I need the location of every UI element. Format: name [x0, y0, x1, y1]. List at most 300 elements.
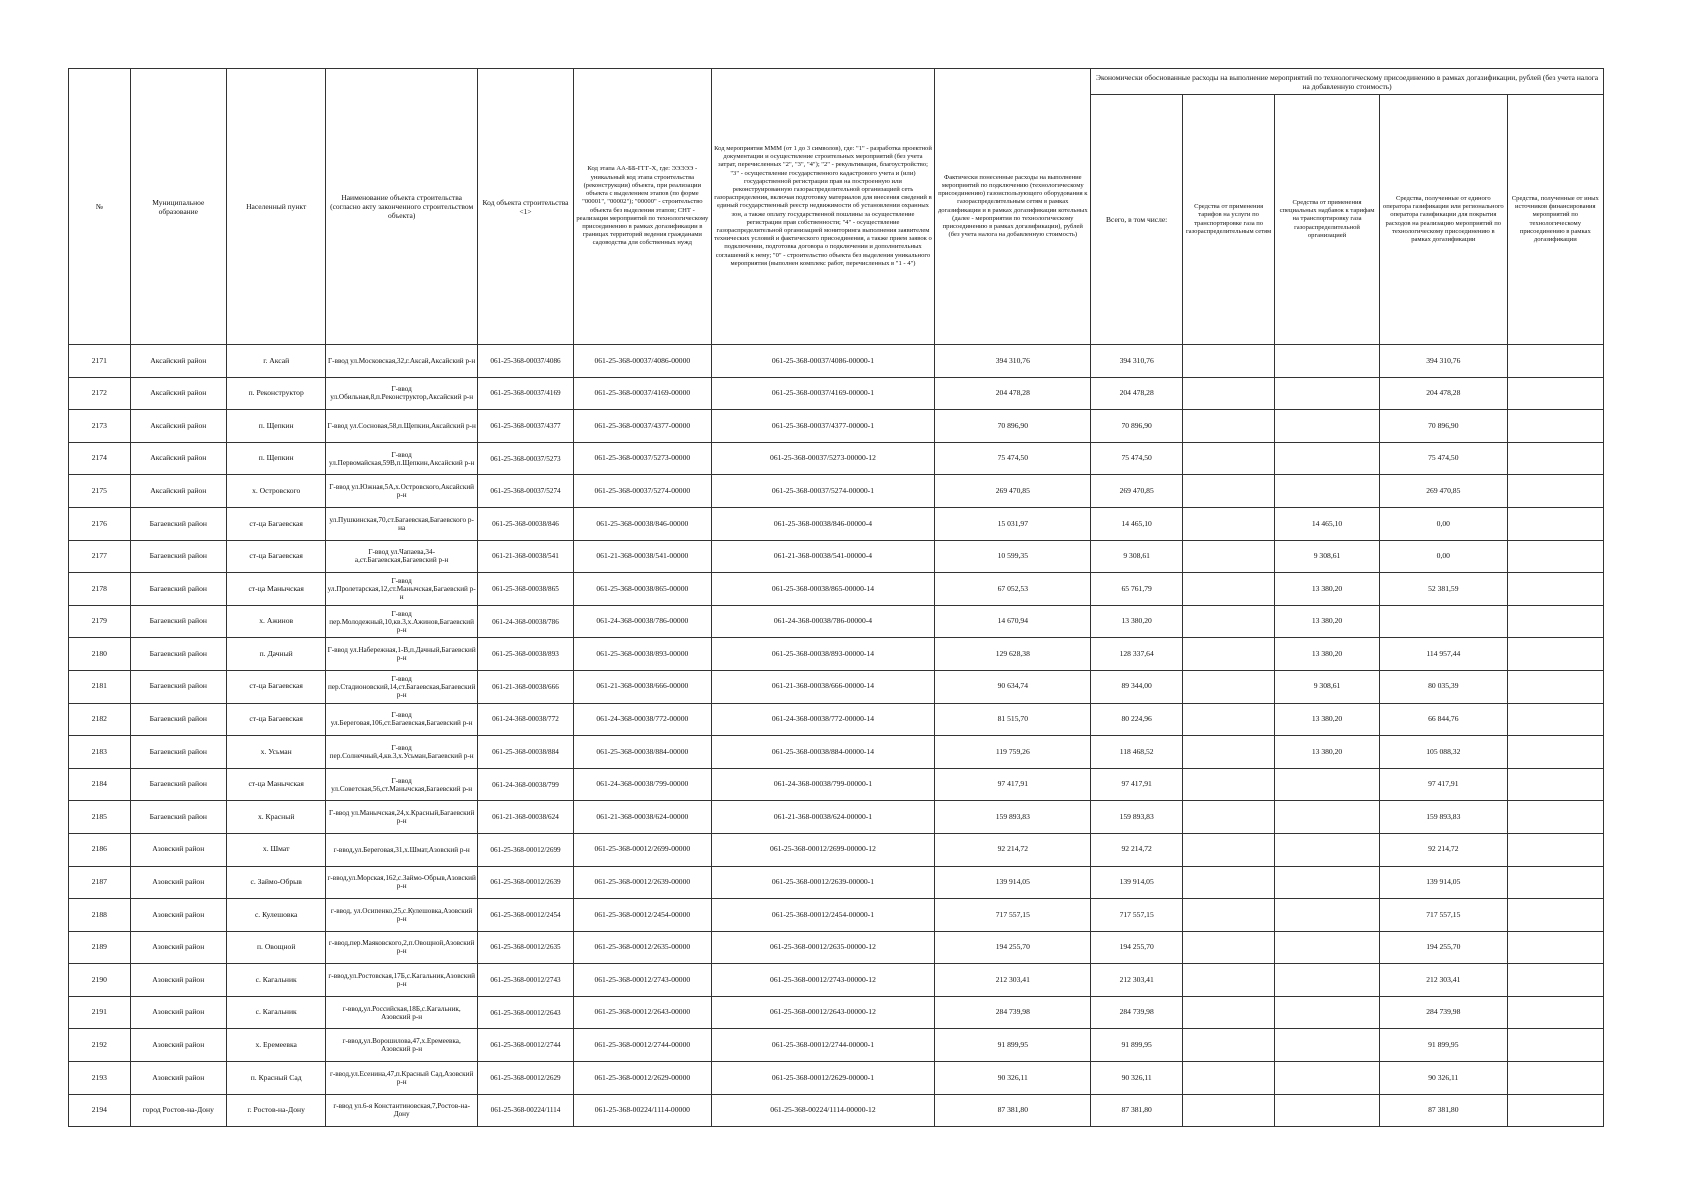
row-number: 2185	[69, 801, 131, 834]
settlement-cell: ст-ца Багаевская	[226, 540, 326, 573]
settlement-cell: ст-ца Манычская	[226, 768, 326, 801]
surcharges-cell	[1275, 899, 1380, 932]
settlement-cell: х. Островского	[226, 475, 326, 508]
table-row	[69, 377, 1604, 410]
actual-costs-cell: 194 255,70	[935, 931, 1091, 964]
operator-funds-cell: 212 303,41	[1379, 964, 1507, 997]
other-sources-cell	[1507, 736, 1603, 769]
actual-costs-cell: 139 914,05	[935, 866, 1091, 899]
activity-code-cell: 061-21-368-00038/666-00000-14	[711, 670, 935, 703]
table-row	[69, 1094, 1604, 1127]
municipality-cell: Азовский район	[130, 866, 226, 899]
row-number: 2174	[69, 442, 131, 475]
row-number: 2186	[69, 833, 131, 866]
surcharges-cell	[1275, 931, 1380, 964]
operator-funds-cell: 194 255,70	[1379, 931, 1507, 964]
tariffs-cell	[1183, 345, 1275, 378]
header-other-sources: Средства, полученные от иных источников финансирования мероприятий по технологическому присоединению в рамках догазификации	[1507, 95, 1603, 345]
other-sources-cell	[1507, 833, 1603, 866]
activity-code-cell: 061-24-368-00038/799-00000-1	[711, 768, 935, 801]
tariffs-cell	[1183, 703, 1275, 736]
stage-code-cell: 061-25-368-00012/2639-00000	[574, 866, 711, 899]
object-name-cell: г-ввод,ул.Береговая,31,х.Шмат,Азовский р-н	[326, 833, 477, 866]
operator-funds-cell: 92 214,72	[1379, 833, 1507, 866]
tariffs-cell	[1183, 540, 1275, 573]
table-row	[69, 768, 1604, 801]
row-number: 2172	[69, 377, 131, 410]
municipality-cell: Азовский район	[130, 964, 226, 997]
actual-costs-cell: 81 515,70	[935, 703, 1091, 736]
object-code-cell: 061-25-368-00038/884	[477, 736, 573, 769]
table-row	[69, 931, 1604, 964]
settlement-cell: п. Реконструктор	[226, 377, 326, 410]
activity-code-cell: 061-25-368-00037/5273-00000-12	[711, 442, 935, 475]
other-sources-cell	[1507, 866, 1603, 899]
actual-costs-cell: 10 599,35	[935, 540, 1091, 573]
stage-code-cell: 061-25-368-00224/1114-00000	[574, 1094, 711, 1127]
row-number: 2183	[69, 736, 131, 769]
row-number: 2194	[69, 1094, 131, 1127]
tariffs-cell	[1183, 573, 1275, 606]
header-total: Всего, в том числе:	[1091, 95, 1183, 345]
municipality-cell: Багаевский район	[130, 801, 226, 834]
activity-code-cell: 061-25-368-00012/2743-00000-12	[711, 964, 935, 997]
surcharges-cell	[1275, 475, 1380, 508]
other-sources-cell	[1507, 377, 1603, 410]
municipality-cell: Азовский район	[130, 931, 226, 964]
object-name-cell: Г-ввод пер.Солнечный,4,кв.3,х.Усьман,Багаевский р-н	[326, 736, 477, 769]
activity-code-cell: 061-24-368-00038/772-00000-14	[711, 703, 935, 736]
object-name-cell: Г-ввод ул.Обильная,8,п.Реконструктор,Аксайский р-н	[326, 377, 477, 410]
operator-funds-cell: 269 470,85	[1379, 475, 1507, 508]
municipality-cell: Аксайский район	[130, 345, 226, 378]
object-code-cell: 061-21-368-00038/624	[477, 801, 573, 834]
row-number: 2178	[69, 573, 131, 606]
stage-code-cell: 061-25-368-00037/4377-00000	[574, 410, 711, 443]
other-sources-cell	[1507, 1062, 1603, 1095]
municipality-cell: Азовский район	[130, 996, 226, 1029]
other-sources-cell	[1507, 1029, 1603, 1062]
stage-code-cell: 061-25-368-00038/893-00000	[574, 638, 711, 671]
header-activity-code: Код мероприятия МММ (от 1 до 3 символов), где: "1" - разработка проектной документации и осуществление строительных мероприятий (без учета затрат, перечисленных "2", "3", "4"); "2" - рекультивация, благоустройство; "3" - осуществление государственного кадастрового учета и (или) государственной регистрации прав на построенную или реконструированную газораспределительной организацией сеть газораспределения, включая подготовку материалов для внесения сведений в единый государственный реестр недвижимости об установлении охранных зон, а также оплату государственной пошлины за осуществление регистрации прав собственности; "4" - осуществление газораспределительной организацией мониторинга выполнения заявителем технических условий и фактического присоединения, а также прием заявок о подключении, подготовка договора о подключении и дополнительных соглашений к нему; "0" - строительство объекта без выделения уникального мероприятия (выполнен комплекс работ, перечисленных в "1 - 4")	[711, 69, 935, 345]
actual-costs-cell: 129 628,38	[935, 638, 1091, 671]
total-cell: 92 214,72	[1091, 833, 1183, 866]
table-row	[69, 345, 1604, 378]
object-name-cell: ул.Пушкинская,70,ст.Багаевская,Багаевского р-на	[326, 507, 477, 540]
total-cell: 75 474,50	[1091, 442, 1183, 475]
table-row	[69, 801, 1604, 834]
total-cell: 13 380,20	[1091, 605, 1183, 638]
activity-code-cell: 061-25-368-00012/2454-00000-1	[711, 899, 935, 932]
tariffs-cell	[1183, 670, 1275, 703]
actual-costs-cell: 159 893,83	[935, 801, 1091, 834]
operator-funds-cell: 90 326,11	[1379, 1062, 1507, 1095]
dogazification-table	[68, 68, 1604, 1127]
object-name-cell: г-ввод,ул.Морская,162,с.Займо-Обрыв,Азовский р-н	[326, 866, 477, 899]
stage-code-cell: 061-25-368-00038/865-00000	[574, 573, 711, 606]
operator-funds-cell: 87 381,80	[1379, 1094, 1507, 1127]
other-sources-cell	[1507, 345, 1603, 378]
stage-code-cell: 061-25-368-00038/884-00000	[574, 736, 711, 769]
settlement-cell: с. Займо-Обрыв	[226, 866, 326, 899]
object-code-cell: 061-25-368-00012/2699	[477, 833, 573, 866]
object-name-cell: г-ввод,ул.Есенина,47,п.Красный Сад,Азовский р-н	[326, 1062, 477, 1095]
municipality-cell: Багаевский район	[130, 573, 226, 606]
municipality-cell: Азовский район	[130, 899, 226, 932]
surcharges-cell	[1275, 1029, 1380, 1062]
header-object-code: Код объекта строительства <1>	[477, 69, 573, 345]
row-number: 2175	[69, 475, 131, 508]
surcharges-cell	[1275, 345, 1380, 378]
object-name-cell: Г-ввод ул.Набережная,1-В,п.Дачный,Багаевский р-н	[326, 638, 477, 671]
object-code-cell: 061-25-368-00224/1114	[477, 1094, 573, 1127]
tariffs-cell	[1183, 996, 1275, 1029]
municipality-cell: Багаевский район	[130, 540, 226, 573]
stage-code-cell: 061-25-368-00038/846-00000	[574, 507, 711, 540]
stage-code-cell: 061-25-368-00037/5273-00000	[574, 442, 711, 475]
row-number: 2189	[69, 931, 131, 964]
tariffs-cell	[1183, 1094, 1275, 1127]
actual-costs-cell: 269 470,85	[935, 475, 1091, 508]
stage-code-cell: 061-25-368-00037/4169-00000	[574, 377, 711, 410]
total-cell: 139 914,05	[1091, 866, 1183, 899]
activity-code-cell: 061-25-368-00038/884-00000-14	[711, 736, 935, 769]
total-cell: 159 893,83	[1091, 801, 1183, 834]
actual-costs-cell: 67 052,53	[935, 573, 1091, 606]
other-sources-cell	[1507, 605, 1603, 638]
header-municipality: Муниципальное образование	[130, 69, 226, 345]
settlement-cell: г. Ростов-на-Дону	[226, 1094, 326, 1127]
activity-code-cell: 061-24-368-00038/786-00000-4	[711, 605, 935, 638]
other-sources-cell	[1507, 801, 1603, 834]
total-cell: 97 417,91	[1091, 768, 1183, 801]
header-operator-funds: Средства, полученные от единого оператора газификации или регионального оператора газификации для покрытия расходов на реализацию мероприятий по технологическому присоединению в рамках догазификации	[1379, 95, 1507, 345]
other-sources-cell	[1507, 442, 1603, 475]
activity-code-cell: 061-25-368-00012/2639-00000-1	[711, 866, 935, 899]
object-code-cell: 061-24-368-00038/786	[477, 605, 573, 638]
surcharges-cell: 13 380,20	[1275, 703, 1380, 736]
object-name-cell: Г-ввод ул.Советская,56,ст.Манычская,Багаевский р-н	[326, 768, 477, 801]
object-code-cell: 061-25-368-00037/4086	[477, 345, 573, 378]
total-cell: 14 465,10	[1091, 507, 1183, 540]
header-surcharges: Средства от применения специальных надбавок к тарифам на транспортировку газа газораспределительной организацией	[1275, 95, 1380, 345]
surcharges-cell	[1275, 964, 1380, 997]
object-name-cell: г-ввод,пер.Маяковского,2,п.Овощной,Азовский р-н	[326, 931, 477, 964]
stage-code-cell: 061-25-368-00037/4086-00000	[574, 345, 711, 378]
tariffs-cell	[1183, 1062, 1275, 1095]
activity-code-cell: 061-25-368-00037/5274-00000-1	[711, 475, 935, 508]
settlement-cell: с. Кулешовка	[226, 899, 326, 932]
table-row	[69, 833, 1604, 866]
other-sources-cell	[1507, 410, 1603, 443]
surcharges-cell	[1275, 377, 1380, 410]
stage-code-cell: 061-25-368-00012/2743-00000	[574, 964, 711, 997]
total-cell: 91 899,95	[1091, 1029, 1183, 1062]
object-code-cell: 061-25-368-00012/2639	[477, 866, 573, 899]
activity-code-cell: 061-25-368-00037/4086-00000-1	[711, 345, 935, 378]
activity-code-cell: 061-25-368-00038/893-00000-14	[711, 638, 935, 671]
object-name-cell: Г-ввод ул.Сосновая,58,п.Щепкин,Аксайский р-н	[326, 410, 477, 443]
row-number: 2179	[69, 605, 131, 638]
table-row	[69, 1062, 1604, 1095]
other-sources-cell	[1507, 931, 1603, 964]
municipality-cell: Азовский район	[130, 833, 226, 866]
actual-costs-cell: 119 759,26	[935, 736, 1091, 769]
tariffs-cell	[1183, 638, 1275, 671]
stage-code-cell: 061-25-368-00012/2699-00000	[574, 833, 711, 866]
activity-code-cell: 061-25-368-00224/1114-00000-12	[711, 1094, 935, 1127]
total-cell: 212 303,41	[1091, 964, 1183, 997]
settlement-cell: ст-ца Манычская	[226, 573, 326, 606]
surcharges-cell	[1275, 1062, 1380, 1095]
operator-funds-cell: 80 035,39	[1379, 670, 1507, 703]
operator-funds-cell: 717 557,15	[1379, 899, 1507, 932]
surcharges-cell	[1275, 442, 1380, 475]
total-cell: 394 310,76	[1091, 345, 1183, 378]
row-number: 2193	[69, 1062, 131, 1095]
operator-funds-cell: 91 899,95	[1379, 1029, 1507, 1062]
operator-funds-cell: 0,00	[1379, 507, 1507, 540]
activity-code-cell: 061-21-368-00038/624-00000-1	[711, 801, 935, 834]
settlement-cell: х. Ажинов	[226, 605, 326, 638]
object-code-cell: 061-25-368-00012/2629	[477, 1062, 573, 1095]
surcharges-cell	[1275, 410, 1380, 443]
table-row	[69, 996, 1604, 1029]
object-code-cell: 061-25-368-00037/5274	[477, 475, 573, 508]
total-cell: 89 344,00	[1091, 670, 1183, 703]
row-number: 2190	[69, 964, 131, 997]
object-code-cell: 061-25-368-00012/2635	[477, 931, 573, 964]
surcharges-cell	[1275, 801, 1380, 834]
actual-costs-cell: 75 474,50	[935, 442, 1091, 475]
header-stage-code: Код этапа АА-ББ-ГГГ-Х, где: ЭЭЭЭЭ - уникальный код этапа строительства (реконструкции) объекта, при реализации объекта с выделением этапов (по форме "00001", "00002"); "00000" - строительство объекта без выделения этапов; СНТ - реализация мероприятий по технологическому присоединению в рамках догазификации в границах территорий ведения гражданами садоводства для собственных нужд	[574, 69, 711, 345]
surcharges-cell	[1275, 996, 1380, 1029]
object-name-cell: г-ввод ул.6-я Константиновская,7,Ростов-на-Дону	[326, 1094, 477, 1127]
row-number: 2171	[69, 345, 131, 378]
operator-funds-cell: 394 310,76	[1379, 345, 1507, 378]
operator-funds-cell: 66 844,76	[1379, 703, 1507, 736]
object-code-cell: 061-25-368-00037/4169	[477, 377, 573, 410]
tariffs-cell	[1183, 377, 1275, 410]
actual-costs-cell: 87 381,80	[935, 1094, 1091, 1127]
row-number: 2184	[69, 768, 131, 801]
table-row	[69, 670, 1604, 703]
header-tariffs: Средства от применения тарифов на услуги по транспортировке газа по газораспределительным сетям	[1183, 95, 1275, 345]
surcharges-cell: 13 380,20	[1275, 605, 1380, 638]
activity-code-cell: 061-25-368-00012/2699-00000-12	[711, 833, 935, 866]
actual-costs-cell: 14 670,94	[935, 605, 1091, 638]
operator-funds-cell: 70 896,90	[1379, 410, 1507, 443]
object-name-cell: г-ввод,ул.Ворошилова,47,х.Еремеевка, Азовский р-н	[326, 1029, 477, 1062]
stage-code-cell: 061-25-368-00037/5274-00000	[574, 475, 711, 508]
actual-costs-cell: 717 557,15	[935, 899, 1091, 932]
other-sources-cell	[1507, 507, 1603, 540]
stage-code-cell: 061-24-368-00038/772-00000	[574, 703, 711, 736]
other-sources-cell	[1507, 703, 1603, 736]
table-row	[69, 573, 1604, 606]
municipality-cell: Багаевский район	[130, 670, 226, 703]
surcharges-cell: 9 308,61	[1275, 670, 1380, 703]
row-number: 2187	[69, 866, 131, 899]
tariffs-cell	[1183, 866, 1275, 899]
other-sources-cell	[1507, 768, 1603, 801]
municipality-cell: Багаевский район	[130, 736, 226, 769]
other-sources-cell	[1507, 964, 1603, 997]
stage-code-cell: 061-25-368-00012/2454-00000	[574, 899, 711, 932]
tariffs-cell	[1183, 964, 1275, 997]
surcharges-cell: 9 308,61	[1275, 540, 1380, 573]
surcharges-cell: 13 380,20	[1275, 638, 1380, 671]
operator-funds-cell: 114 957,44	[1379, 638, 1507, 671]
actual-costs-cell: 90 326,11	[935, 1062, 1091, 1095]
surcharges-cell: 13 380,20	[1275, 573, 1380, 606]
table-row	[69, 703, 1604, 736]
table-row	[69, 866, 1604, 899]
total-cell: 70 896,90	[1091, 410, 1183, 443]
table-row	[69, 475, 1604, 508]
table-row	[69, 1029, 1604, 1062]
table-row	[69, 540, 1604, 573]
actual-costs-cell: 284 739,98	[935, 996, 1091, 1029]
row-number: 2191	[69, 996, 131, 1029]
object-code-cell: 061-25-368-00012/2454	[477, 899, 573, 932]
activity-code-cell: 061-25-368-00037/4377-00000-1	[711, 410, 935, 443]
tariffs-cell	[1183, 801, 1275, 834]
surcharges-cell	[1275, 768, 1380, 801]
activity-code-cell: 061-25-368-00037/4169-00000-1	[711, 377, 935, 410]
operator-funds-cell: 139 914,05	[1379, 866, 1507, 899]
object-name-cell: г-ввод,ул.Российская,18Б,с.Кагальник, Азовский р-н	[326, 996, 477, 1029]
operator-funds-cell: 159 893,83	[1379, 801, 1507, 834]
object-name-cell: Г-ввод пер.Стадионовский,14,ст.Багаевская,Багаевский р-н	[326, 670, 477, 703]
actual-costs-cell: 212 303,41	[935, 964, 1091, 997]
activity-code-cell: 061-25-368-00012/2643-00000-12	[711, 996, 935, 1029]
other-sources-cell	[1507, 996, 1603, 1029]
settlement-cell: п. Красный Сад	[226, 1062, 326, 1095]
municipality-cell: Аксайский район	[130, 377, 226, 410]
object-code-cell: 061-21-368-00038/666	[477, 670, 573, 703]
operator-funds-cell	[1379, 605, 1507, 638]
settlement-cell: ст-ца Багаевская	[226, 670, 326, 703]
stage-code-cell: 061-21-368-00038/541-00000	[574, 540, 711, 573]
municipality-cell: Багаевский район	[130, 507, 226, 540]
table-body	[69, 345, 1604, 1127]
object-name-cell: г-ввод,ул.Ростовская,17Б,с.Кагальник,Азовский р-н	[326, 964, 477, 997]
table-row	[69, 410, 1604, 443]
municipality-cell: Багаевский район	[130, 703, 226, 736]
settlement-cell: х. Шмат	[226, 833, 326, 866]
activity-code-cell: 061-25-368-00012/2635-00000-12	[711, 931, 935, 964]
object-code-cell: 061-25-368-00012/2643	[477, 996, 573, 1029]
operator-funds-cell: 75 474,50	[1379, 442, 1507, 475]
tariffs-cell	[1183, 736, 1275, 769]
settlement-cell: ст-ца Багаевская	[226, 703, 326, 736]
object-name-cell: Г-ввод ул.Московская,32,г.Аксай,Аксайский р-н	[326, 345, 477, 378]
settlement-cell: п. Овощной	[226, 931, 326, 964]
tariffs-cell	[1183, 833, 1275, 866]
municipality-cell: Азовский район	[130, 1062, 226, 1095]
activity-code-cell: 061-21-368-00038/541-00000-4	[711, 540, 935, 573]
tariffs-cell	[1183, 768, 1275, 801]
settlement-cell: ст-ца Багаевская	[226, 507, 326, 540]
surcharges-cell	[1275, 833, 1380, 866]
object-code-cell: 061-25-368-00038/893	[477, 638, 573, 671]
stage-code-cell: 061-21-368-00038/624-00000	[574, 801, 711, 834]
stage-code-cell: 061-25-368-00012/2744-00000	[574, 1029, 711, 1062]
actual-costs-cell: 97 417,91	[935, 768, 1091, 801]
actual-costs-cell: 92 214,72	[935, 833, 1091, 866]
other-sources-cell	[1507, 573, 1603, 606]
row-number: 2180	[69, 638, 131, 671]
operator-funds-cell: 97 417,91	[1379, 768, 1507, 801]
other-sources-cell	[1507, 638, 1603, 671]
activity-code-cell: 061-25-368-00012/2744-00000-1	[711, 1029, 935, 1062]
header-settlement: Населенный пункт	[226, 69, 326, 345]
municipality-cell: Азовский район	[130, 1029, 226, 1062]
total-cell: 284 739,98	[1091, 996, 1183, 1029]
object-name-cell: г-ввод, ул.Осипенко,25,с.Кулешовка,Азовский р-н	[326, 899, 477, 932]
other-sources-cell	[1507, 540, 1603, 573]
total-cell: 194 255,70	[1091, 931, 1183, 964]
other-sources-cell	[1507, 1094, 1603, 1127]
settlement-cell: с. Кагальник	[226, 996, 326, 1029]
total-cell: 128 337,64	[1091, 638, 1183, 671]
total-cell: 90 326,11	[1091, 1062, 1183, 1095]
operator-funds-cell: 204 478,28	[1379, 377, 1507, 410]
actual-costs-cell: 91 899,95	[935, 1029, 1091, 1062]
settlement-cell: п. Щепкин	[226, 442, 326, 475]
table-row	[69, 964, 1604, 997]
total-cell: 118 468,52	[1091, 736, 1183, 769]
table-row	[69, 442, 1604, 475]
row-number: 2176	[69, 507, 131, 540]
total-cell: 80 224,96	[1091, 703, 1183, 736]
operator-funds-cell: 52 381,59	[1379, 573, 1507, 606]
tariffs-cell	[1183, 475, 1275, 508]
object-name-cell: Г-ввод ул.Чапаева,34-а,ст.Багаевская,Багаевский р-н	[326, 540, 477, 573]
stage-code-cell: 061-25-368-00012/2629-00000	[574, 1062, 711, 1095]
activity-code-cell: 061-25-368-00038/846-00000-4	[711, 507, 935, 540]
object-code-cell: 061-25-368-00038/846	[477, 507, 573, 540]
activity-code-cell: 061-25-368-00038/865-00000-14	[711, 573, 935, 606]
object-code-cell: 061-25-368-00012/2744	[477, 1029, 573, 1062]
stage-code-cell: 061-24-368-00038/799-00000	[574, 768, 711, 801]
header-actual-costs: Фактически понесенные расходы на выполнение мероприятий по подключению (технологическому присоединению) газоиспользующего оборудования к газораспределительным сетям в рамках догазификации и в рамках догазификации котельных (далее - мероприятия по технологическому присоединению в рамках догазификации), рублей (без учета налога на добавленную стоимость)	[935, 69, 1091, 345]
object-code-cell: 061-25-368-00012/2743	[477, 964, 573, 997]
actual-costs-cell: 394 310,76	[935, 345, 1091, 378]
surcharges-cell: 13 380,20	[1275, 736, 1380, 769]
object-code-cell: 061-25-368-00037/4377	[477, 410, 573, 443]
row-number: 2181	[69, 670, 131, 703]
other-sources-cell	[1507, 670, 1603, 703]
actual-costs-cell: 70 896,90	[935, 410, 1091, 443]
stage-code-cell: 061-25-368-00012/2635-00000	[574, 931, 711, 964]
surcharges-cell	[1275, 866, 1380, 899]
actual-costs-cell: 90 634,74	[935, 670, 1091, 703]
object-name-cell: Г-ввод пер.Молодежный,10,кв.3,х.Ажинов,Багаевский р-н	[326, 605, 477, 638]
tariffs-cell	[1183, 442, 1275, 475]
object-code-cell: 061-25-368-00038/865	[477, 573, 573, 606]
surcharges-cell	[1275, 1094, 1380, 1127]
surcharges-cell: 14 465,10	[1275, 507, 1380, 540]
table-row	[69, 638, 1604, 671]
header-object-name: Наименование объекта строительства (согласно акту законченного строительством объекта)	[326, 69, 477, 345]
settlement-cell: х. Усьман	[226, 736, 326, 769]
actual-costs-cell: 15 031,97	[935, 507, 1091, 540]
settlement-cell: х. Еремеевка	[226, 1029, 326, 1062]
table-row	[69, 507, 1604, 540]
object-name-cell: Г-ввод ул.Пролетарская,12,ст.Манычская,Багаевский р-н	[326, 573, 477, 606]
